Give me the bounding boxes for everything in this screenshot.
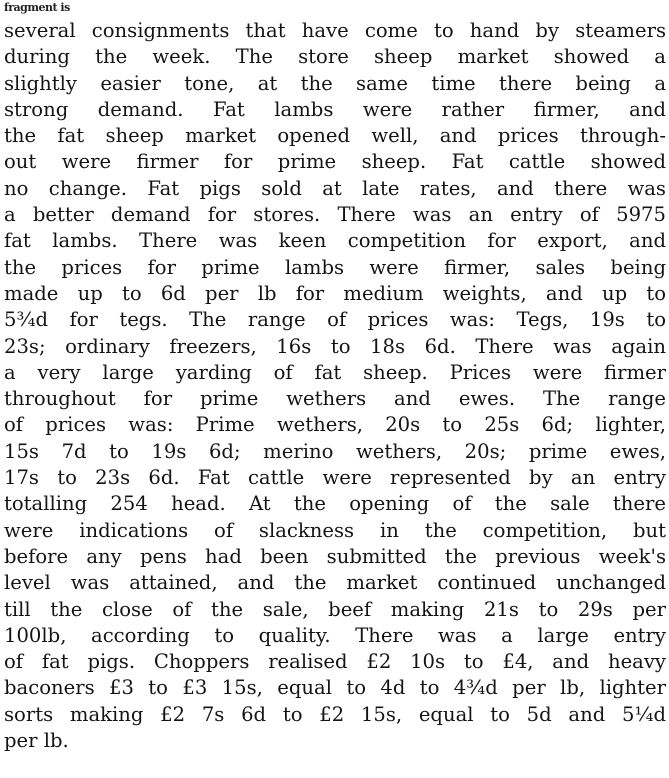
paragraph-line: strong demand. Fat lambs were rather firmer, and	[4, 97, 666, 121]
paragraph-line: made up to 6d per lb for medium weights, and up to	[4, 281, 666, 305]
paragraph-line: during the week. The store sheep market showed a	[4, 45, 666, 69]
paragraph-line: slightly easier tone, at the same time there being a	[4, 71, 666, 95]
paragraph-line: 23s; ordinary freezers, 16s to 18s 6d. There was again	[4, 334, 666, 358]
paragraph-line: 15s 7d to 19s 6d; merino wethers, 20s; prime ewes,	[4, 439, 666, 463]
paragraph-line: totalling 254 head. At the opening of the sale there	[4, 492, 666, 516]
paragraph-line: baconers £3 to £3 15s, equal to 4d to 4¾d per lb, lighter	[4, 676, 666, 700]
paragraph-line: the fat sheep market opened well, and prices through-	[4, 124, 666, 148]
paragraph-line: out were firmer for prime sheep. Fat cattle showed	[4, 150, 666, 174]
paragraph-line-final: per lb.	[4, 729, 69, 753]
paragraph-line: the prices for prime lambs were firmer, sales being	[4, 255, 666, 279]
paragraph-line: level was attained, and the market continued unchanged	[4, 571, 666, 595]
paragraph-line: till the close of the sale, beef making 21s to 29s per	[4, 597, 666, 621]
paragraph-line: a very large yarding of fat sheep. Prices were firmer	[4, 360, 666, 384]
paragraph-line: 100lb, according to quality. There was a large entry	[4, 623, 666, 647]
paragraph-line: throughout for prime wethers and ewes. The range	[4, 387, 666, 411]
paragraph-line: 5¾d for tegs. The range of prices was: Tegs, 19s to	[4, 308, 666, 332]
paragraph-line: a better demand for stores. There was an entry of 5975	[4, 203, 666, 227]
paragraph-line: several consignments that have come to hand by steamers	[4, 19, 666, 42]
paragraph-line: fat lambs. There was keen competition for export, and	[4, 229, 666, 253]
article-body	[4, 18, 666, 754]
paragraph-line: sorts making £2 7s 6d to £2 15s, equal to 5d and 5¼d	[4, 702, 666, 726]
cropped-header-fragment: fragment is	[4, 1, 70, 14]
paragraph-line: of fat pigs. Choppers realised £2 10s to £4, and heavy	[4, 650, 666, 674]
paragraph-line: of prices was: Prime wethers, 20s to 25s 6d; lighter,	[4, 413, 666, 437]
paragraph-line: 17s to 23s 6d. Fat cattle were represented by an entry	[4, 466, 666, 490]
paragraph-line: no change. Fat pigs sold at late rates, and there was	[4, 176, 666, 200]
paragraph-line: were indications of slackness in the competition, but	[4, 518, 666, 542]
paragraph-line: before any pens had been submitted the previous week's	[4, 544, 666, 568]
